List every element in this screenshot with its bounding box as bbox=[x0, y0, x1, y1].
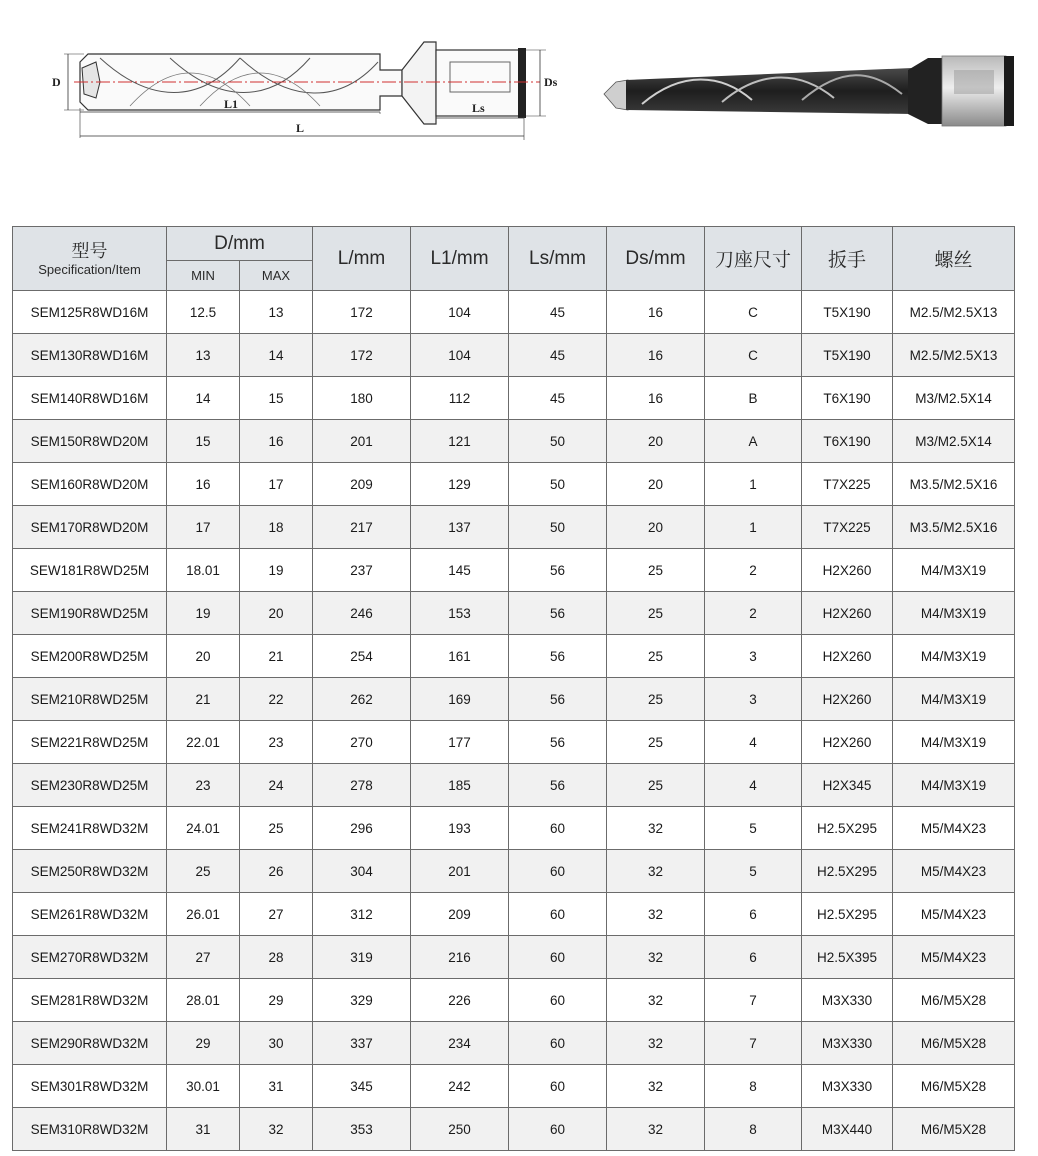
cell-spec: SEW181R8WD25M bbox=[13, 549, 167, 592]
cell-wrench: H2X260 bbox=[802, 721, 893, 764]
cell-d-max: 31 bbox=[240, 1065, 313, 1108]
cell-spec: SEM241R8WD32M bbox=[13, 807, 167, 850]
cell-ls: 60 bbox=[509, 1022, 607, 1065]
cell-ds: 25 bbox=[607, 678, 705, 721]
cell-d-min: 22.01 bbox=[167, 721, 240, 764]
cell-wrench: M3X330 bbox=[802, 1022, 893, 1065]
cell-l1: 185 bbox=[411, 764, 509, 807]
cell-d-min: 12.5 bbox=[167, 291, 240, 334]
table-row bbox=[13, 549, 1015, 592]
table-row bbox=[13, 807, 1015, 850]
cell-ds: 32 bbox=[607, 1022, 705, 1065]
cell-l1: 161 bbox=[411, 635, 509, 678]
cell-ls: 56 bbox=[509, 764, 607, 807]
cell-spec: SEM230R8WD25M bbox=[13, 764, 167, 807]
table-row bbox=[13, 979, 1015, 1022]
cell-screw: M6/M5X28 bbox=[893, 1065, 1015, 1108]
cell-ls: 50 bbox=[509, 420, 607, 463]
dim-d-label: D bbox=[52, 75, 61, 89]
cell-spec: SEM270R8WD32M bbox=[13, 936, 167, 979]
cell-wrench: T5X190 bbox=[802, 334, 893, 377]
cell-ds: 32 bbox=[607, 807, 705, 850]
cell-l: 296 bbox=[313, 807, 411, 850]
cell-ls: 60 bbox=[509, 850, 607, 893]
cell-screw: M2.5/M2.5X13 bbox=[893, 334, 1015, 377]
cell-ds: 20 bbox=[607, 420, 705, 463]
table-row bbox=[13, 936, 1015, 979]
cell-l: 345 bbox=[313, 1065, 411, 1108]
cell-d-max: 20 bbox=[240, 592, 313, 635]
cell-spec: SEM210R8WD25M bbox=[13, 678, 167, 721]
cell-screw: M5/M4X23 bbox=[893, 850, 1015, 893]
cell-seat-size: 7 bbox=[705, 979, 802, 1022]
cell-l1: 153 bbox=[411, 592, 509, 635]
cell-l: 278 bbox=[313, 764, 411, 807]
cell-ds: 32 bbox=[607, 850, 705, 893]
cell-l1: 137 bbox=[411, 506, 509, 549]
cell-d-max: 26 bbox=[240, 850, 313, 893]
cell-screw: M3/M2.5X14 bbox=[893, 420, 1015, 463]
cell-ls: 45 bbox=[509, 291, 607, 334]
cell-l: 312 bbox=[313, 893, 411, 936]
cell-d-min: 21 bbox=[167, 678, 240, 721]
table-row bbox=[13, 291, 1015, 334]
cell-ds: 25 bbox=[607, 721, 705, 764]
cell-seat-size: 1 bbox=[705, 463, 802, 506]
header-wrench: 扳手 bbox=[802, 227, 893, 291]
cell-l1: 129 bbox=[411, 463, 509, 506]
cell-ds: 25 bbox=[607, 764, 705, 807]
cell-l1: 250 bbox=[411, 1108, 509, 1151]
cell-l1: 145 bbox=[411, 549, 509, 592]
cell-wrench: H2.5X295 bbox=[802, 893, 893, 936]
cell-ds: 20 bbox=[607, 506, 705, 549]
dim-ls-label: Ls bbox=[472, 101, 485, 115]
dim-l1-label: L1 bbox=[224, 97, 239, 111]
cell-d-min: 27 bbox=[167, 936, 240, 979]
cell-d-max: 24 bbox=[240, 764, 313, 807]
cell-wrench: H2X345 bbox=[802, 764, 893, 807]
cell-d-max: 18 bbox=[240, 506, 313, 549]
spec-table-body bbox=[13, 291, 1015, 1151]
cell-wrench: M3X330 bbox=[802, 1065, 893, 1108]
cell-wrench: M3X440 bbox=[802, 1108, 893, 1151]
cell-seat-size: 2 bbox=[705, 592, 802, 635]
cell-d-max: 21 bbox=[240, 635, 313, 678]
cell-d-max: 22 bbox=[240, 678, 313, 721]
cell-d-min: 29 bbox=[167, 1022, 240, 1065]
cell-ds: 16 bbox=[607, 377, 705, 420]
cell-d-max: 27 bbox=[240, 893, 313, 936]
cell-screw: M4/M3X19 bbox=[893, 678, 1015, 721]
cell-seat-size: A bbox=[705, 420, 802, 463]
cell-ls: 50 bbox=[509, 463, 607, 506]
cell-screw: M3.5/M2.5X16 bbox=[893, 506, 1015, 549]
cell-l: 329 bbox=[313, 979, 411, 1022]
header-ds: Ds/mm bbox=[607, 227, 705, 291]
cell-wrench: H2X260 bbox=[802, 592, 893, 635]
cell-d-max: 23 bbox=[240, 721, 313, 764]
cell-ds: 32 bbox=[607, 893, 705, 936]
cell-l1: 226 bbox=[411, 979, 509, 1022]
cell-l: 319 bbox=[313, 936, 411, 979]
cell-d-max: 14 bbox=[240, 334, 313, 377]
cell-seat-size: 7 bbox=[705, 1022, 802, 1065]
cell-l1: 104 bbox=[411, 291, 509, 334]
header-ls: Ls/mm bbox=[509, 227, 607, 291]
cell-ls: 60 bbox=[509, 1108, 607, 1151]
cell-l1: 193 bbox=[411, 807, 509, 850]
header-d-max: MAX bbox=[240, 261, 313, 291]
cell-spec: SEM310R8WD32M bbox=[13, 1108, 167, 1151]
cell-ds: 16 bbox=[607, 334, 705, 377]
cell-ds: 25 bbox=[607, 635, 705, 678]
cell-l1: 216 bbox=[411, 936, 509, 979]
cell-ls: 56 bbox=[509, 721, 607, 764]
cell-spec: SEM190R8WD25M bbox=[13, 592, 167, 635]
cell-d-min: 18.01 bbox=[167, 549, 240, 592]
drill-product-image bbox=[602, 40, 1022, 140]
table-row bbox=[13, 1022, 1015, 1065]
header-spec bbox=[13, 227, 167, 291]
cell-ls: 60 bbox=[509, 807, 607, 850]
cell-screw: M4/M3X19 bbox=[893, 721, 1015, 764]
cell-d-min: 31 bbox=[167, 1108, 240, 1151]
header-spec-cn: 型号 bbox=[71, 241, 108, 261]
cell-spec: SEM261R8WD32M bbox=[13, 893, 167, 936]
cell-wrench: T7X225 bbox=[802, 463, 893, 506]
cell-spec: SEM290R8WD32M bbox=[13, 1022, 167, 1065]
cell-ls: 60 bbox=[509, 1065, 607, 1108]
cell-d-min: 15 bbox=[167, 420, 240, 463]
table-row bbox=[13, 1065, 1015, 1108]
cell-l1: 169 bbox=[411, 678, 509, 721]
cell-seat-size: C bbox=[705, 291, 802, 334]
cell-wrench: H2X260 bbox=[802, 678, 893, 721]
cell-ls: 60 bbox=[509, 979, 607, 1022]
cell-ls: 60 bbox=[509, 936, 607, 979]
cell-d-min: 20 bbox=[167, 635, 240, 678]
table-row bbox=[13, 1108, 1015, 1151]
cell-seat-size: 8 bbox=[705, 1065, 802, 1108]
cell-ds: 32 bbox=[607, 1065, 705, 1108]
header-spec-en: Specification/Item bbox=[38, 262, 141, 277]
table-row bbox=[13, 635, 1015, 678]
cell-screw: M5/M4X23 bbox=[893, 893, 1015, 936]
cell-seat-size: 4 bbox=[705, 764, 802, 807]
table-row bbox=[13, 506, 1015, 549]
cell-d-max: 13 bbox=[240, 291, 313, 334]
cell-ls: 56 bbox=[509, 592, 607, 635]
cell-ds: 32 bbox=[607, 979, 705, 1022]
cell-ls: 50 bbox=[509, 506, 607, 549]
cell-d-min: 17 bbox=[167, 506, 240, 549]
cell-screw: M4/M3X19 bbox=[893, 635, 1015, 678]
drill-dimension-diagram bbox=[40, 28, 580, 150]
cell-screw: M4/M3X19 bbox=[893, 764, 1015, 807]
cell-l: 209 bbox=[313, 463, 411, 506]
cell-d-min: 30.01 bbox=[167, 1065, 240, 1108]
cell-ds: 16 bbox=[607, 291, 705, 334]
cell-d-max: 25 bbox=[240, 807, 313, 850]
cell-screw: M4/M3X19 bbox=[893, 592, 1015, 635]
cell-d-min: 19 bbox=[167, 592, 240, 635]
cell-wrench: T5X190 bbox=[802, 291, 893, 334]
table-row bbox=[13, 893, 1015, 936]
cell-spec: SEM125R8WD16M bbox=[13, 291, 167, 334]
cell-spec: SEM250R8WD32M bbox=[13, 850, 167, 893]
cell-spec: SEM221R8WD25M bbox=[13, 721, 167, 764]
cell-ls: 60 bbox=[509, 893, 607, 936]
cell-l: 180 bbox=[313, 377, 411, 420]
table-row bbox=[13, 850, 1015, 893]
cell-l: 353 bbox=[313, 1108, 411, 1151]
cell-seat-size: 6 bbox=[705, 893, 802, 936]
cell-ds: 32 bbox=[607, 936, 705, 979]
cell-spec: SEM160R8WD20M bbox=[13, 463, 167, 506]
cell-spec: SEM170R8WD20M bbox=[13, 506, 167, 549]
cell-d-min: 28.01 bbox=[167, 979, 240, 1022]
cell-screw: M6/M5X28 bbox=[893, 1108, 1015, 1151]
header-l1: L1/mm bbox=[411, 227, 509, 291]
cell-d-max: 32 bbox=[240, 1108, 313, 1151]
cell-spec: SEM140R8WD16M bbox=[13, 377, 167, 420]
cell-d-min: 24.01 bbox=[167, 807, 240, 850]
cell-l1: 121 bbox=[411, 420, 509, 463]
table-row bbox=[13, 764, 1015, 807]
cell-l1: 201 bbox=[411, 850, 509, 893]
cell-d-min: 16 bbox=[167, 463, 240, 506]
header-l: L/mm bbox=[313, 227, 411, 291]
cell-screw: M3.5/M2.5X16 bbox=[893, 463, 1015, 506]
cell-d-min: 23 bbox=[167, 764, 240, 807]
cell-d-max: 29 bbox=[240, 979, 313, 1022]
cell-d-min: 25 bbox=[167, 850, 240, 893]
cell-wrench: T6X190 bbox=[802, 420, 893, 463]
table-row bbox=[13, 420, 1015, 463]
cell-screw: M5/M4X23 bbox=[893, 936, 1015, 979]
dim-ds-label: Ds bbox=[544, 75, 558, 89]
cell-d-min: 26.01 bbox=[167, 893, 240, 936]
cell-l: 172 bbox=[313, 334, 411, 377]
cell-d-max: 28 bbox=[240, 936, 313, 979]
table-row bbox=[13, 721, 1015, 764]
cell-l: 337 bbox=[313, 1022, 411, 1065]
cell-wrench: H2.5X295 bbox=[802, 807, 893, 850]
cell-l: 254 bbox=[313, 635, 411, 678]
cell-screw: M3/M2.5X14 bbox=[893, 377, 1015, 420]
cell-l: 262 bbox=[313, 678, 411, 721]
cell-screw: M6/M5X28 bbox=[893, 979, 1015, 1022]
cell-wrench: M3X330 bbox=[802, 979, 893, 1022]
cell-l1: 177 bbox=[411, 721, 509, 764]
cell-ls: 56 bbox=[509, 678, 607, 721]
header-d-min: MIN bbox=[167, 261, 240, 291]
cell-wrench: H2.5X295 bbox=[802, 850, 893, 893]
cell-wrench: H2.5X395 bbox=[802, 936, 893, 979]
cell-seat-size: 6 bbox=[705, 936, 802, 979]
cell-ds: 25 bbox=[607, 549, 705, 592]
cell-wrench: H2X260 bbox=[802, 635, 893, 678]
cell-d-max: 15 bbox=[240, 377, 313, 420]
cell-wrench: H2X260 bbox=[802, 549, 893, 592]
cell-ds: 20 bbox=[607, 463, 705, 506]
cell-l: 172 bbox=[313, 291, 411, 334]
cell-d-max: 16 bbox=[240, 420, 313, 463]
header-screw: 螺丝 bbox=[893, 227, 1015, 291]
cell-l: 246 bbox=[313, 592, 411, 635]
cell-spec: SEM150R8WD20M bbox=[13, 420, 167, 463]
cell-seat-size: C bbox=[705, 334, 802, 377]
table-row bbox=[13, 377, 1015, 420]
cell-d-max: 17 bbox=[240, 463, 313, 506]
header-seat-size: 刀座尺寸 bbox=[705, 227, 802, 291]
cell-wrench: T6X190 bbox=[802, 377, 893, 420]
cell-screw: M5/M4X23 bbox=[893, 807, 1015, 850]
cell-l: 217 bbox=[313, 506, 411, 549]
cell-l1: 234 bbox=[411, 1022, 509, 1065]
table-row bbox=[13, 463, 1015, 506]
cell-ds: 25 bbox=[607, 592, 705, 635]
table-row bbox=[13, 334, 1015, 377]
cell-l: 237 bbox=[313, 549, 411, 592]
cell-wrench: T7X225 bbox=[802, 506, 893, 549]
table-row bbox=[13, 678, 1015, 721]
cell-d-min: 14 bbox=[167, 377, 240, 420]
header-d: D/mm bbox=[167, 227, 313, 261]
cell-screw: M6/M5X28 bbox=[893, 1022, 1015, 1065]
cell-seat-size: 2 bbox=[705, 549, 802, 592]
cell-ls: 56 bbox=[509, 549, 607, 592]
cell-l1: 104 bbox=[411, 334, 509, 377]
cell-ls: 45 bbox=[509, 334, 607, 377]
cell-l1: 242 bbox=[411, 1065, 509, 1108]
cell-screw: M4/M3X19 bbox=[893, 549, 1015, 592]
cell-ls: 56 bbox=[509, 635, 607, 678]
cell-spec: SEM200R8WD25M bbox=[13, 635, 167, 678]
cell-d-max: 30 bbox=[240, 1022, 313, 1065]
cell-ds: 32 bbox=[607, 1108, 705, 1151]
cell-seat-size: 5 bbox=[705, 850, 802, 893]
cell-l1: 209 bbox=[411, 893, 509, 936]
cell-spec: SEM301R8WD32M bbox=[13, 1065, 167, 1108]
spec-table bbox=[12, 226, 1015, 1151]
cell-seat-size: 3 bbox=[705, 678, 802, 721]
cell-seat-size: 4 bbox=[705, 721, 802, 764]
dim-l-label: L bbox=[296, 121, 305, 135]
cell-spec: SEM281R8WD32M bbox=[13, 979, 167, 1022]
cell-seat-size: B bbox=[705, 377, 802, 420]
cell-d-min: 13 bbox=[167, 334, 240, 377]
cell-seat-size: 5 bbox=[705, 807, 802, 850]
table-row bbox=[13, 592, 1015, 635]
cell-seat-size: 1 bbox=[705, 506, 802, 549]
cell-l: 201 bbox=[313, 420, 411, 463]
cell-screw: M2.5/M2.5X13 bbox=[893, 291, 1015, 334]
cell-seat-size: 8 bbox=[705, 1108, 802, 1151]
cell-seat-size: 3 bbox=[705, 635, 802, 678]
cell-l1: 112 bbox=[411, 377, 509, 420]
cell-spec: SEM130R8WD16M bbox=[13, 334, 167, 377]
cell-ls: 45 bbox=[509, 377, 607, 420]
cell-d-max: 19 bbox=[240, 549, 313, 592]
cell-l: 304 bbox=[313, 850, 411, 893]
cell-l: 270 bbox=[313, 721, 411, 764]
